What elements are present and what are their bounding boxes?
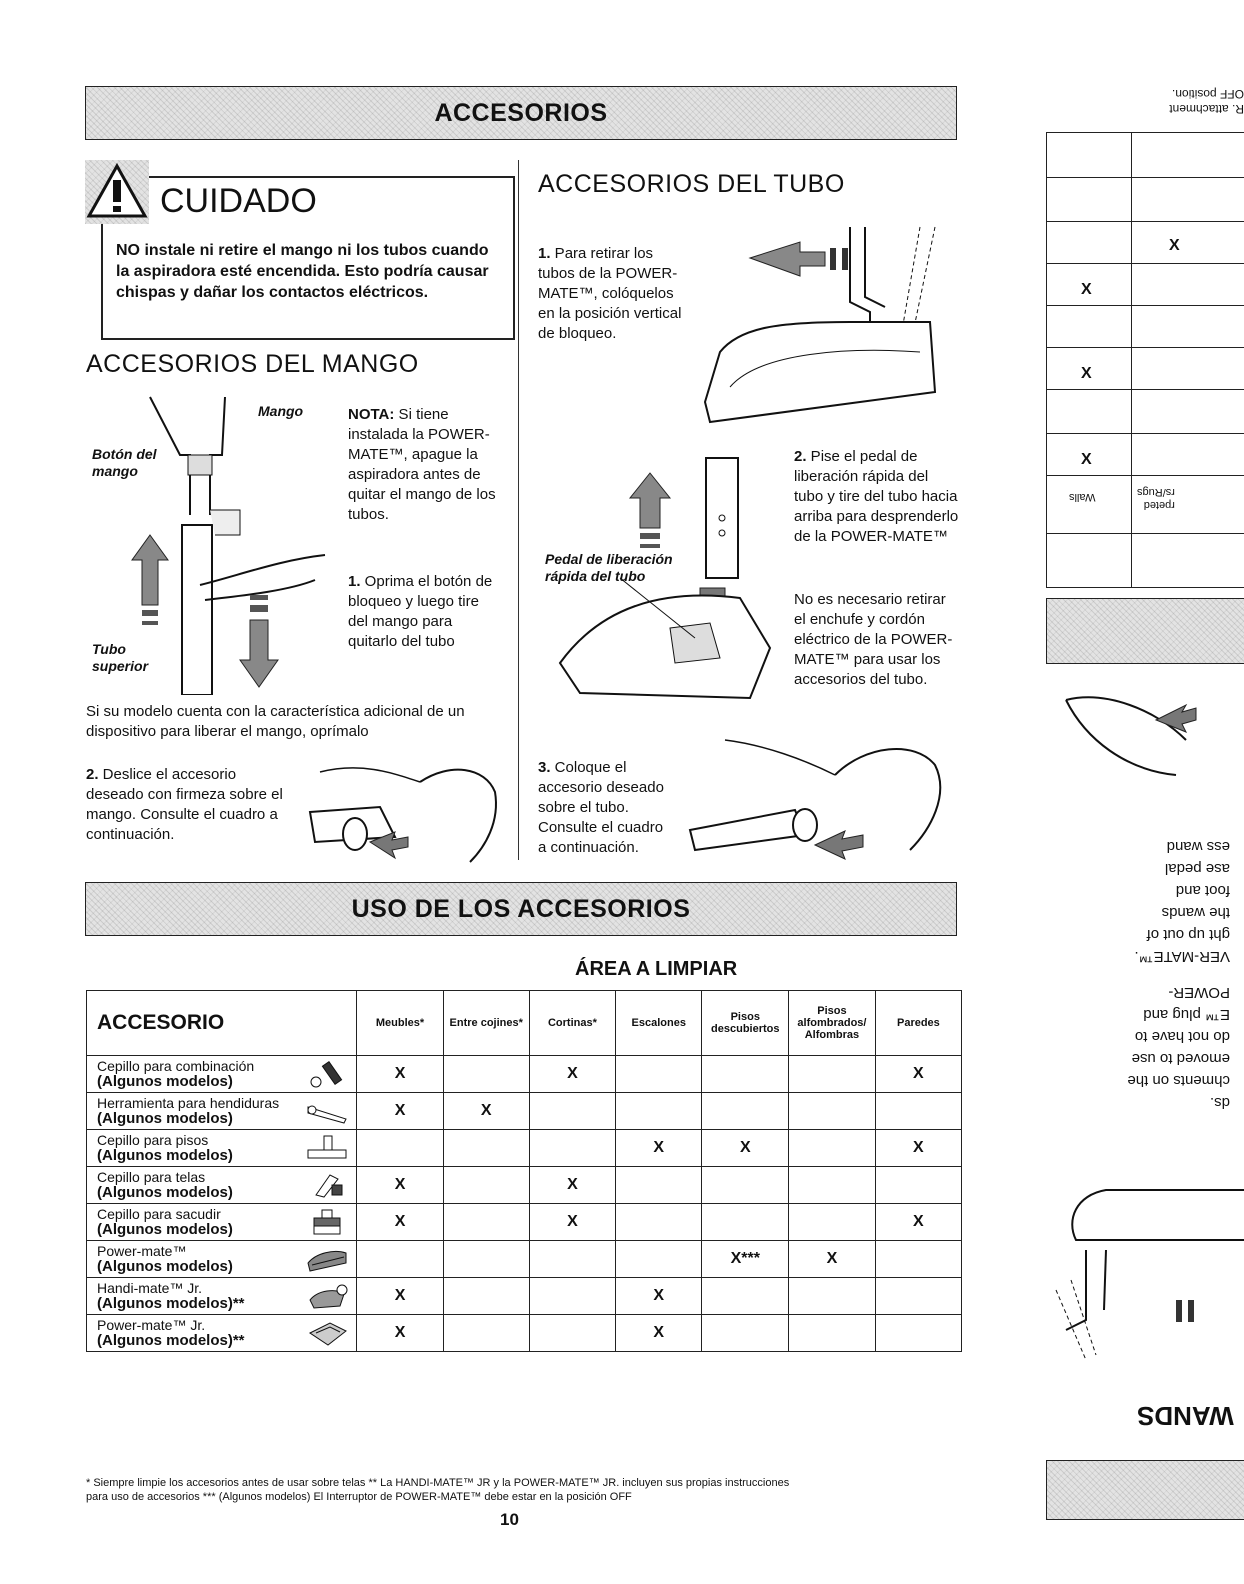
col-header: Pisos descubiertos <box>702 991 789 1056</box>
usage-mark-cell: X <box>789 1241 876 1278</box>
usage-mark-cell: X <box>702 1130 789 1167</box>
usage-mark-cell <box>789 1056 876 1093</box>
usage-mark-cell <box>529 1315 615 1352</box>
accessory-models-note: (Algunos modelos) <box>97 1073 233 1090</box>
accesorios-banner <box>85 86 957 140</box>
accessory-cell <box>87 1056 357 1093</box>
usage-mark-cell <box>789 1278 876 1315</box>
accessory-name: Handi-mate™ Jr. <box>97 1280 203 1296</box>
col-header: Pisos alfombrados/ Alfombras <box>789 991 876 1056</box>
bleed-mark: X <box>1081 451 1092 468</box>
usage-mark-cell <box>616 1241 702 1278</box>
usage-mark-cell <box>789 1315 876 1352</box>
bleed-top-line: R. attachment <box>1169 102 1244 116</box>
power-mate-icon <box>306 1245 348 1273</box>
footnote-line1: * Siempre limpie los accesorios antes de usar sobre telas ** La HANDI-MATE™ JR y la POWER-MATE™ JR. incluyen sus propias instrucciones <box>86 1477 790 1489</box>
usage-mark-cell: X <box>357 1278 443 1315</box>
accessory-name: Power-mate™ Jr. <box>97 1317 206 1333</box>
handi-mate-icon <box>306 1282 348 1310</box>
floor-brush-icon <box>306 1134 348 1162</box>
step2-number: 2. <box>86 766 99 783</box>
accessory-cell <box>87 1241 357 1278</box>
mango-nota <box>348 405 498 525</box>
accessory-name: Cepillo para telas <box>97 1169 206 1185</box>
bleed-text-line: do not have to <box>1134 1028 1230 1045</box>
accessory-cell <box>87 1278 357 1315</box>
usage-mark-cell: X <box>357 1056 443 1093</box>
usage-mark-cell: X <box>443 1093 529 1130</box>
tubo-step3-number: 3. <box>538 759 551 776</box>
bleed-mark: X <box>1081 281 1092 298</box>
usage-mark-cell <box>529 1278 615 1315</box>
bleed-text-line: chments on the <box>1127 1072 1230 1089</box>
bleed-text-line: ds. <box>1209 1094 1230 1111</box>
usage-mark-cell: X <box>357 1204 443 1241</box>
usage-mark-cell: X*** <box>702 1241 789 1278</box>
pedal-label-line1: Pedal de liberación <box>545 551 673 567</box>
label-tubo-line2: superior <box>92 658 149 674</box>
accessory-models-note: (Algunos modelos) <box>97 1184 233 1201</box>
tubo-step1-number: 1. <box>538 245 551 262</box>
bleed-text-line: the wands <box>1161 904 1230 921</box>
col-header: Escalones <box>616 991 702 1056</box>
dusting-brush-icon <box>306 1208 348 1236</box>
usage-mark-cell <box>702 1315 789 1352</box>
usage-mark-cell <box>789 1093 876 1130</box>
uso-banner <box>85 882 957 936</box>
nota-label: NOTA: <box>348 406 395 423</box>
accessory-name: Power-mate™ <box>97 1243 187 1259</box>
bleed-illustration-top <box>1046 680 1244 790</box>
table-row <box>87 1056 962 1093</box>
usage-mark-cell: X <box>616 1130 702 1167</box>
warning-title: CUIDADO <box>160 182 317 220</box>
accessory-name: Cepillo para combinación <box>97 1058 255 1074</box>
bleed-col-carpeted: rpeted <box>1143 499 1175 511</box>
usage-mark-cell: X <box>616 1278 702 1315</box>
table-header-row <box>87 991 962 1056</box>
accessory-models-note: (Algunos modelos) <box>97 1258 233 1275</box>
col-header: Cortinas* <box>529 991 615 1056</box>
usage-mark-cell <box>529 1241 615 1278</box>
tubo-step3 <box>538 758 673 858</box>
usage-mark-cell <box>616 1204 702 1241</box>
label-boton-line1: Botón del <box>92 446 157 462</box>
bleed-mark: X <box>1081 365 1092 382</box>
usage-mark-cell <box>875 1315 961 1352</box>
pedal-label-line2: rápida del tubo <box>545 568 646 584</box>
bleed-col-rugs-label: rs/Rugs <box>1137 486 1175 498</box>
label-tubo-line1: Tubo <box>92 641 126 657</box>
bleed-text-line: foot and <box>1175 882 1230 899</box>
mango-heading: ACCESORIOS DEL MANGO <box>86 350 419 378</box>
power-mate-jr-icon <box>306 1319 348 1347</box>
usage-mark-cell <box>702 1056 789 1093</box>
bleed-col-rugs <box>1137 485 1175 511</box>
usage-mark-cell <box>616 1056 702 1093</box>
usage-mark-cell: X <box>875 1130 961 1167</box>
footnote-line2: para uso de accesorios *** (Algunos modelos) El Interruptor de POWER-MATE™ debe estar en la posición OFF <box>86 1491 632 1503</box>
usage-mark-cell <box>443 1241 529 1278</box>
usage-mark-cell <box>443 1130 529 1167</box>
area-title: ÁREA A LIMPIAR <box>575 958 738 980</box>
bleed-text-line: ase pedal <box>1164 860 1230 877</box>
tubo-step3-text: Coloque el accesorio deseado sobre el tubo. Consulte el cuadro a continuación. <box>538 759 664 856</box>
accessory-models-note: (Algunos modelos)** <box>97 1295 245 1312</box>
column-divider <box>518 160 519 860</box>
tubo-step1-text: Para retirar los tubos de la POWER-MATE™, colóquelos en la posición vertical de bloqueo. <box>538 245 682 342</box>
usage-mark-cell: X <box>357 1315 443 1352</box>
accessory-name: Cepillo para sacudir <box>97 1206 221 1222</box>
accessory-usage-table <box>86 990 962 1352</box>
usage-mark-cell <box>789 1167 876 1204</box>
wand-lock-illustration <box>700 222 960 432</box>
usage-mark-cell: X <box>529 1204 615 1241</box>
usage-mark-cell <box>357 1130 443 1167</box>
accessory-name: Herramienta para hendiduras <box>97 1095 280 1111</box>
usage-mark-cell <box>789 1204 876 1241</box>
accessory-models-note: (Algunos modelos) <box>97 1147 233 1164</box>
table-row <box>87 1167 962 1204</box>
bleed-text-block <box>1090 835 1230 1113</box>
tubo-step2-number: 2. <box>794 448 807 465</box>
usage-mark-cell <box>702 1093 789 1130</box>
accessory-models-note: (Algunos modelos) <box>97 1110 233 1127</box>
usage-mark-cell <box>702 1278 789 1315</box>
usage-mark-cell: X <box>875 1056 961 1093</box>
table-row <box>87 1204 962 1241</box>
table-row <box>87 1241 962 1278</box>
usage-mark-cell <box>443 1056 529 1093</box>
usage-mark-cell <box>875 1167 961 1204</box>
bleed-mark: X <box>1169 237 1180 254</box>
page-title: ACCESORIOS <box>434 98 608 127</box>
col-header-accesorio: ACCESORIO <box>87 991 357 1056</box>
usage-mark-cell: X <box>529 1167 615 1204</box>
accessory-name: Cepillo para pisos <box>97 1132 209 1148</box>
accessory-models-note: (Algunos modelos) <box>97 1221 233 1238</box>
tubo-heading: ACCESORIOS DEL TUBO <box>538 170 845 198</box>
accessory-cell <box>87 1167 357 1204</box>
bleed-text-line: E™ plug and <box>1143 1006 1230 1023</box>
accessory-cell <box>87 1093 357 1130</box>
mango-step1 <box>348 572 503 652</box>
bleed-text-line: POWER- <box>1168 984 1230 1001</box>
step1-number: 1. <box>348 573 361 590</box>
bleed-bottom-banner <box>1046 1460 1244 1520</box>
usage-mark-cell: X <box>529 1056 615 1093</box>
bleed-top-text <box>1104 86 1244 116</box>
nota-text: Si tiene instalada la POWER-MATE™, apague la aspiradora antes de quitar el mango de los tubos. <box>348 406 496 523</box>
usage-mark-cell: X <box>357 1167 443 1204</box>
attach-to-handle-illustration <box>300 752 510 872</box>
accessory-cell <box>87 1130 357 1167</box>
usage-mark-cell <box>875 1278 961 1315</box>
bleed-text-line: VER-MATE™. <box>1134 948 1230 965</box>
table-row <box>87 1315 962 1352</box>
tubo-step2 <box>794 447 959 547</box>
accessory-models-note: (Algunos modelos)** <box>97 1332 245 1349</box>
usage-mark-cell <box>443 1315 529 1352</box>
bleed-banner <box>1046 598 1244 664</box>
mango-step2 <box>86 765 291 845</box>
table-row <box>87 1093 962 1130</box>
bleed-table <box>1046 132 1244 588</box>
attach-to-wand-illustration <box>685 735 960 870</box>
label-mango: Mango <box>258 403 304 419</box>
crevice-tool-icon <box>306 1097 348 1125</box>
facing-page-bleed <box>1046 80 1244 1584</box>
bleed-illustration-bottom <box>1046 1180 1244 1370</box>
page-number: 10 <box>500 1510 519 1529</box>
label-boton-line2: mango <box>92 463 138 479</box>
col-header: Entre cojines* <box>443 991 529 1056</box>
table-row <box>87 1130 962 1167</box>
accessory-cell <box>87 1204 357 1241</box>
step1-text: Oprima el botón de bloqueo y luego tire del mango para quitarlo del tubo <box>348 573 493 650</box>
uso-title: USO DE LOS ACCESORIOS <box>351 894 691 923</box>
usage-mark-cell <box>875 1241 961 1278</box>
table-row <box>87 1278 962 1315</box>
usage-mark-cell <box>443 1278 529 1315</box>
usage-mark-cell <box>616 1167 702 1204</box>
upholstery-brush-icon <box>306 1171 348 1199</box>
bleed-top-line: OFF position. <box>1171 87 1244 101</box>
usage-mark-cell <box>443 1204 529 1241</box>
warning-icon <box>85 160 149 224</box>
bleed-col-walls: Walls <box>1069 491 1096 503</box>
usage-mark-cell: X <box>875 1204 961 1241</box>
bleed-text-line: ght up out of <box>1146 926 1230 943</box>
usage-mark-cell <box>357 1241 443 1278</box>
usage-mark-cell <box>443 1167 529 1204</box>
combination-brush-icon <box>306 1060 348 1088</box>
usage-mark-cell <box>529 1093 615 1130</box>
usage-mark-cell <box>529 1130 615 1167</box>
col-header: Meubles* <box>357 991 443 1056</box>
usage-mark-cell <box>702 1167 789 1204</box>
step2-text: Deslice el accesorio deseado con firmeza sobre el mango. Consulte el cuadro a continuación. <box>86 766 283 843</box>
accessory-cell <box>87 1315 357 1352</box>
col-header: Paredes <box>875 991 961 1056</box>
bleed-wands-heading: WANDS <box>1137 1401 1234 1431</box>
mango-extra-text: Si su modelo cuenta con la característica adicional de un dispositivo para liberar el mango, oprímalo <box>86 703 465 740</box>
tubo-step2-note: No es necesario retirar el enchufe y cordón eléctrico de la POWER-MATE™ para usar los accesorios del tubo. <box>794 591 953 688</box>
usage-mark-cell <box>875 1093 961 1130</box>
bleed-text-line: emoved to use <box>1131 1050 1230 1067</box>
handle-illustration <box>110 395 340 695</box>
usage-mark-cell: X <box>357 1093 443 1130</box>
usage-mark-cell <box>616 1093 702 1130</box>
usage-mark-cell <box>789 1130 876 1167</box>
usage-mark-cell <box>702 1204 789 1241</box>
bleed-text-line: ess wand <box>1166 838 1230 855</box>
tubo-step2-text: Pise el pedal de liberación rápida del tubo y tire del tubo hacia arriba para desprenderlo de la POWER-MATE™ <box>794 448 959 545</box>
usage-mark-cell: X <box>616 1315 702 1352</box>
warning-text: NO instale ni retire el mango ni los tubos cuando la aspiradora esté encendida. Esto podría causar chispas y dañar los contactos eléctricos. <box>116 242 489 301</box>
tubo-step1 <box>538 244 688 344</box>
